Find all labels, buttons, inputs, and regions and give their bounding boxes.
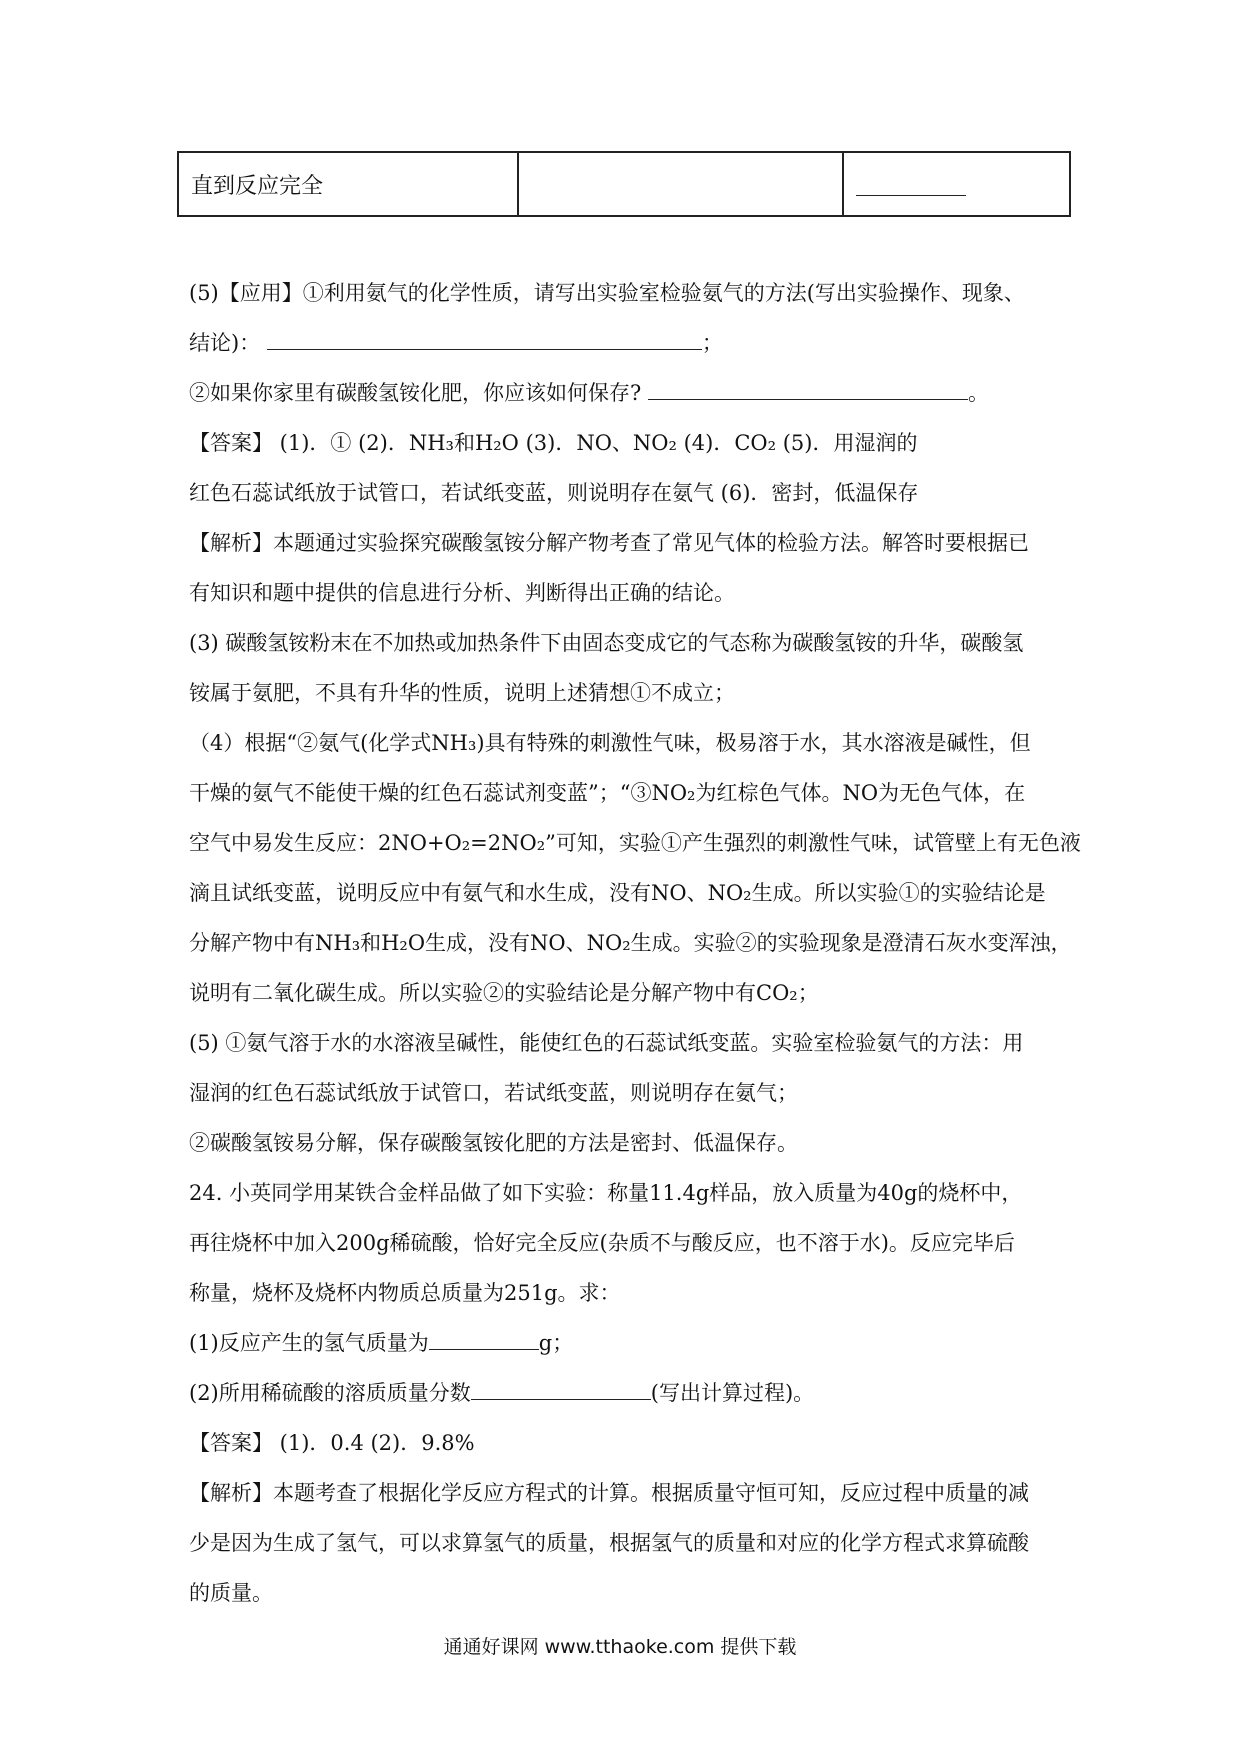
- analysis-line: [189, 1118, 1061, 1168]
- experiment-table: [177, 151, 1071, 217]
- analysis-text: 有知识和题中提供的信息进行分析、判断得出正确的结论。: [189, 581, 735, 605]
- question-5-line-2: [189, 318, 1061, 368]
- analysis-line: [189, 818, 1081, 868]
- document-body: [189, 268, 1081, 1618]
- answer-text: 【答案】 (1)．① (2)．NH₃和H₂O (3)．NO、NO₂ (4)．CO₂ (5)．用湿润的: [189, 431, 918, 455]
- analysis-line: [189, 1568, 1061, 1618]
- analysis-line: [189, 618, 1061, 668]
- question-24-sub-2-prefix: (2)所用稀硫酸的溶质质量分数: [189, 1381, 471, 1405]
- answer-blank[interactable]: [471, 1371, 651, 1400]
- question-24-sub-1-suffix: g；: [538, 1331, 574, 1355]
- question-5-title: [189, 268, 1061, 318]
- question-5-line-3-prefix: ②如果你家里有碳酸氢铵化肥，你应该如何保存?: [189, 381, 642, 405]
- analysis-line: [189, 518, 1061, 568]
- analysis-line: [189, 668, 1061, 718]
- question-24-sub-1: [189, 1318, 1061, 1368]
- answer-text: 红色石蕊试纸放于试管口，若试纸变蓝，则说明存在氨气 (6)．密封，低温保存: [189, 481, 919, 505]
- answer-line: [189, 468, 1061, 518]
- analysis-line: [189, 568, 1061, 618]
- question-24-line: [189, 1168, 1061, 1218]
- analysis-text: 分解产物中有NH₃和H₂O生成，没有NO、NO₂生成。实验②的实验现象是澄清石灰水变浑浊，: [189, 931, 1072, 955]
- table-cell-step: [179, 153, 519, 215]
- analysis-line: [189, 1518, 1061, 1568]
- analysis-text: 空气中易发生反应：2NO+O₂=2NO₂”可知，实验①产生强烈的刺激性气味，试管壁上有无色液: [189, 831, 1081, 855]
- question-5-title-text: (5)【应用】①利用氨气的化学性质，请写出实验室检验氨气的方法(写出实验操作、现象、: [189, 281, 1025, 305]
- analysis-text: 【解析】本题通过实验探究碳酸氢铵分解产物考查了常见气体的检验方法。解答时要根据已: [189, 531, 1029, 555]
- analysis-line: [189, 1018, 1061, 1068]
- question-5-line-2-suffix: ；: [701, 331, 723, 355]
- analysis-line: [189, 968, 1061, 1018]
- answer-line: [189, 1418, 1061, 1468]
- question-24-line: [189, 1218, 1061, 1268]
- answer-blank[interactable]: [856, 173, 966, 196]
- question-24-text: 再往烧杯中加入200g稀硫酸，恰好完全反应(杂质不与酸反应，也不溶于水)。反应完毕后: [189, 1231, 1015, 1255]
- answer-line: [189, 418, 1061, 468]
- analysis-text: 少是因为生成了氢气，可以求算氢气的质量，根据氢气的质量和对应的化学方程式求算硫酸: [189, 1531, 1029, 1555]
- answer-blank[interactable]: [648, 371, 968, 400]
- question-24-line: [189, 1268, 1061, 1318]
- question-24-sub-2: [189, 1368, 1061, 1418]
- analysis-line: [189, 718, 1061, 768]
- analysis-text: (3) 碳酸氢铵粉末在不加热或加热条件下由固态变成它的气态称为碳酸氢铵的升华，碳酸氢: [189, 631, 1024, 655]
- analysis-text: 干燥的氨气不能使干燥的红色石蕊试剂变蓝”；“③NO₂为红棕色气体。NO为无色气体，在: [189, 781, 1026, 805]
- question-5-line-3-suffix: 。: [967, 381, 989, 405]
- footer-text: 通通好课网 www.tthaoke.com 提供下载: [443, 1636, 797, 1658]
- page-footer: [0, 1632, 1240, 1659]
- table-cell-conclusion: [844, 153, 1069, 215]
- answer-blank[interactable]: [429, 1321, 539, 1350]
- analysis-line: [189, 868, 1061, 918]
- analysis-text: ②碳酸氢铵易分解，保存碳酸氢铵化肥的方法是密封、低温保存。: [189, 1131, 798, 1155]
- question-24-sub-1-prefix: (1)反应产生的氢气质量为: [189, 1331, 429, 1355]
- question-24-text: 24. 小英同学用某铁合金样品做了如下实验：称量11.4g样品，放入质量为40g的烧杯中，: [189, 1181, 1023, 1205]
- question-5-line-2-prefix: 结论)：: [189, 331, 261, 355]
- analysis-text: 湿润的红色石蕊试纸放于试管口，若试纸变蓝，则说明存在氨气；: [189, 1081, 798, 1105]
- analysis-text: （4）根据“②氨气(化学式NH₃)具有特殊的刺激性气味，极易溶于水，其水溶液是碱性，但: [189, 731, 1031, 755]
- analysis-text: 滴且试纸变蓝，说明反应中有氨气和水生成，没有NO、NO₂生成。所以实验①的实验结论是: [189, 881, 1046, 905]
- question-24-sub-2-suffix: (写出计算过程)。: [650, 1381, 815, 1405]
- analysis-text: 的质量。: [189, 1581, 273, 1605]
- answer-blank[interactable]: [267, 321, 702, 350]
- analysis-text: 说明有二氧化碳生成。所以实验②的实验结论是分解产物中有CO₂；: [189, 981, 819, 1005]
- analysis-line: [189, 1468, 1061, 1518]
- analysis-text: 【解析】本题考查了根据化学反应方程式的计算。根据质量守恒可知，反应过程中质量的减: [189, 1481, 1029, 1505]
- analysis-line: [189, 918, 1072, 968]
- table-cell-step-text: 直到反应完全: [191, 173, 324, 199]
- analysis-line: [189, 1068, 1061, 1118]
- analysis-text: 铵属于氨肥，不具有升华的性质，说明上述猜想①不成立；: [189, 681, 735, 705]
- answer-text: 【答案】 (1)．0.4 (2)．9.8%: [189, 1431, 475, 1455]
- question-24-text: 称量，烧杯及烧杯内物质总质量为251g。求：: [189, 1281, 621, 1305]
- table-cell-phenomenon: [519, 153, 844, 215]
- question-5-line-3: [189, 368, 1061, 418]
- analysis-line: [189, 768, 1061, 818]
- analysis-text: (5) ①氨气溶于水的水溶液呈碱性，能使红色的石蕊试纸变蓝。实验室检验氨气的方法：用: [189, 1031, 1024, 1055]
